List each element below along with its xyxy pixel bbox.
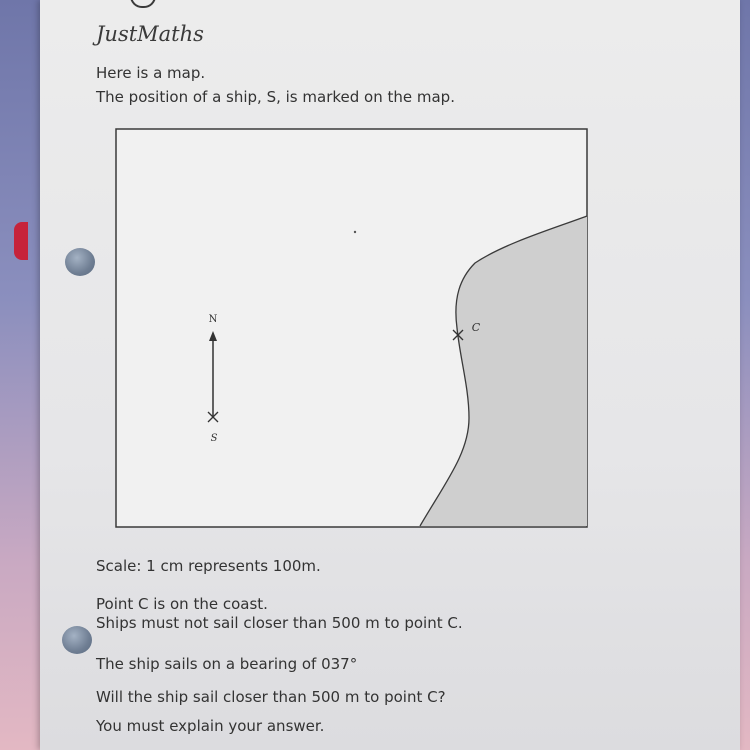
question-line-4: Will the ship sail closer than 500 m to point C?	[96, 688, 446, 706]
scale-text: Scale: 1 cm represents 100m.	[96, 557, 321, 575]
question-line-5: You must explain your answer.	[96, 717, 325, 735]
question-line-3: The ship sails on a bearing of 037°	[96, 655, 358, 673]
punch-hole-bottom	[62, 626, 92, 654]
ship-label: S	[210, 433, 218, 444]
map-speck	[354, 231, 356, 233]
punch-hole-top	[65, 248, 95, 276]
point-c-label: C	[471, 321, 481, 334]
question-line-2: Ships must not sail closer than 500 m to point C.	[96, 614, 463, 632]
intro-line-2: The position of a ship, S, is marked on the map.	[96, 88, 455, 106]
north-label: N	[208, 314, 218, 325]
map-figure	[115, 128, 588, 528]
brand-logo: JustMaths	[96, 22, 204, 46]
intro-line-1: Here is a map.	[96, 64, 206, 82]
question-line-1: Point C is on the coast.	[96, 595, 268, 613]
binder-tab	[14, 222, 28, 260]
map-svg	[115, 128, 588, 528]
